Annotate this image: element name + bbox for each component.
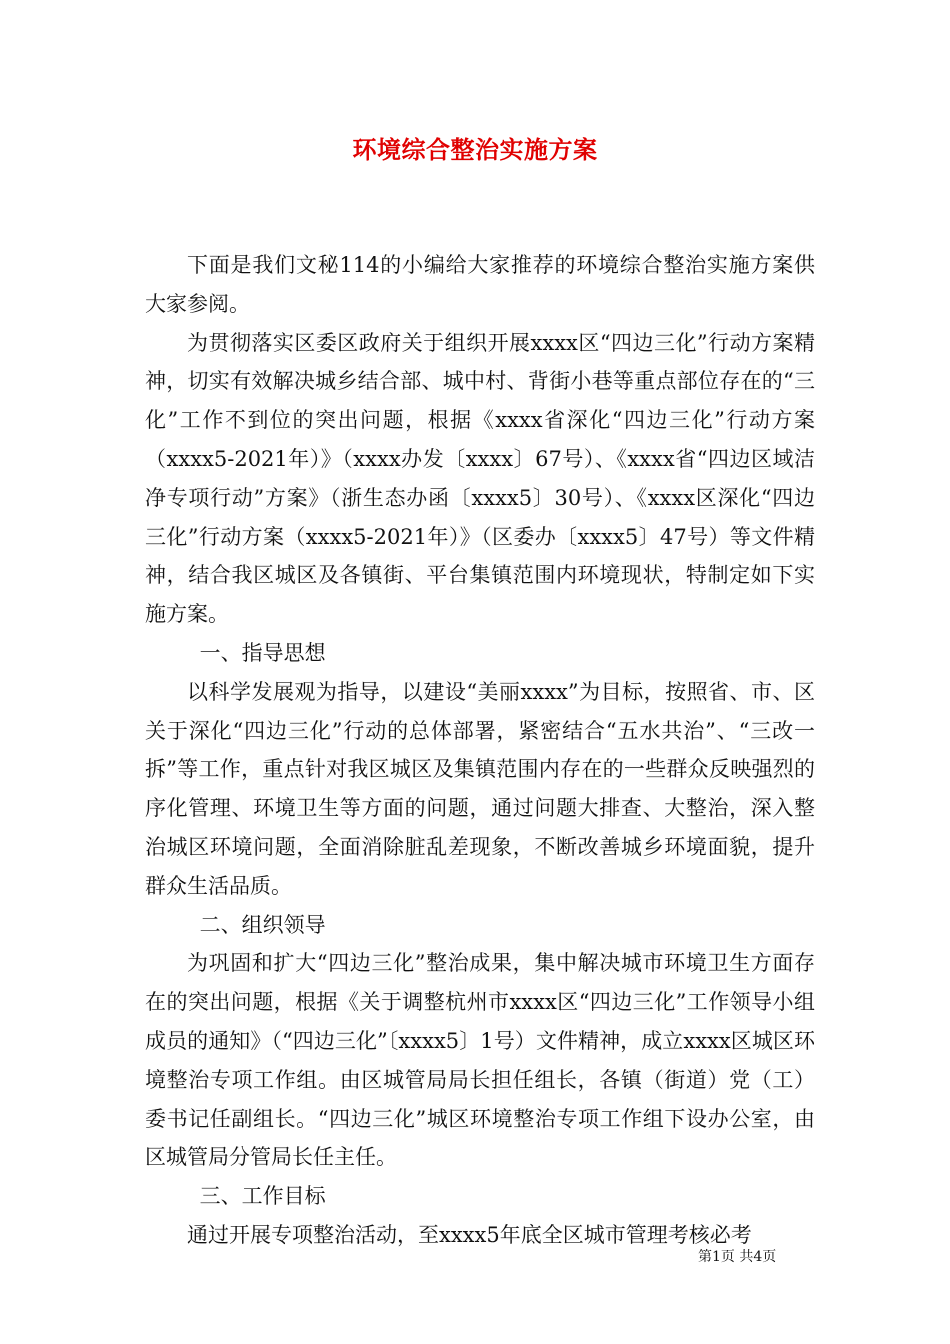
document-body <box>145 246 815 1255</box>
section-heading-organization: 二、组织领导 <box>199 912 326 937</box>
background-paragraph: 为贯彻落实区委区政府关于组织开展xxxx区“四边三化”行动方案精神，切实有效解决城乡结合部、城中村、背街小巷等重点部位存在的“三化”工作不到位的突出问题，根据《xxxx省深化“四边三化”行动方案（xxxx5-2021年）》（xxxx办发〔xxxx〕67号）、《xxxx省“四边区域洁净专项行动”方案》（浙生态办函〔xxxx5〕30号）、《xxxx区深化“四边三化”行动方案（xxxx5-2021年）》（区委办〔xxxx5〕47号）等文件精神，结合我区城区及各镇街、平台集镇范围内环境现状，特制定如下实施方案。 <box>145 330 815 627</box>
organization-paragraph: 为巩固和扩大“四边三化”整治成果，集中解决城市环境卫生方面存在的突出问题，根据《关于调整杭州市xxxx区“四边三化”工作领导小组成员的通知》（“四边三化”〔xxxx5〕1号）文件精神，成立xxxx区城区环境整治专项工作组。由区城管局局长担任组长，各镇（街道）党（工）委书记任副组长。“四边三化”城区环境整治专项工作组下设办公室，由区城管局分管局长任主任。 <box>145 951 815 1170</box>
work-goals-paragraph: 通过开展专项整治活动，至xxxx5年底全区城市管理考核必考 <box>187 1222 752 1247</box>
guiding-ideology-paragraph: 以科学发展观为指导，以建设“美丽xxxx”为目标，按照省、市、区关于深化“四边三化”行动的总体部署，紧密结合“五水共治”、“三改一拆”等工作，重点针对我区城区及集镇范围内存在的一些群众反映强烈的序化管理、环境卫生等方面的问题，通过问题大排查、大整治，深入整治城区环境问题，全面消除脏乱差现象，不断改善城乡环境面貌，提升群众生活品质。 <box>145 679 815 898</box>
page-number: 第1页 共4页 <box>698 1249 777 1265</box>
document-title: 环境综合整治实施方案 <box>352 135 598 164</box>
section-heading-work-goals: 三、工作目标 <box>199 1184 326 1209</box>
section-heading-guiding-ideology: 一、指导思想 <box>199 640 326 665</box>
intro-paragraph: 下面是我们文秘114的小编给大家推荐的环境综合整治实施方案供大家参阅。 <box>145 253 815 316</box>
